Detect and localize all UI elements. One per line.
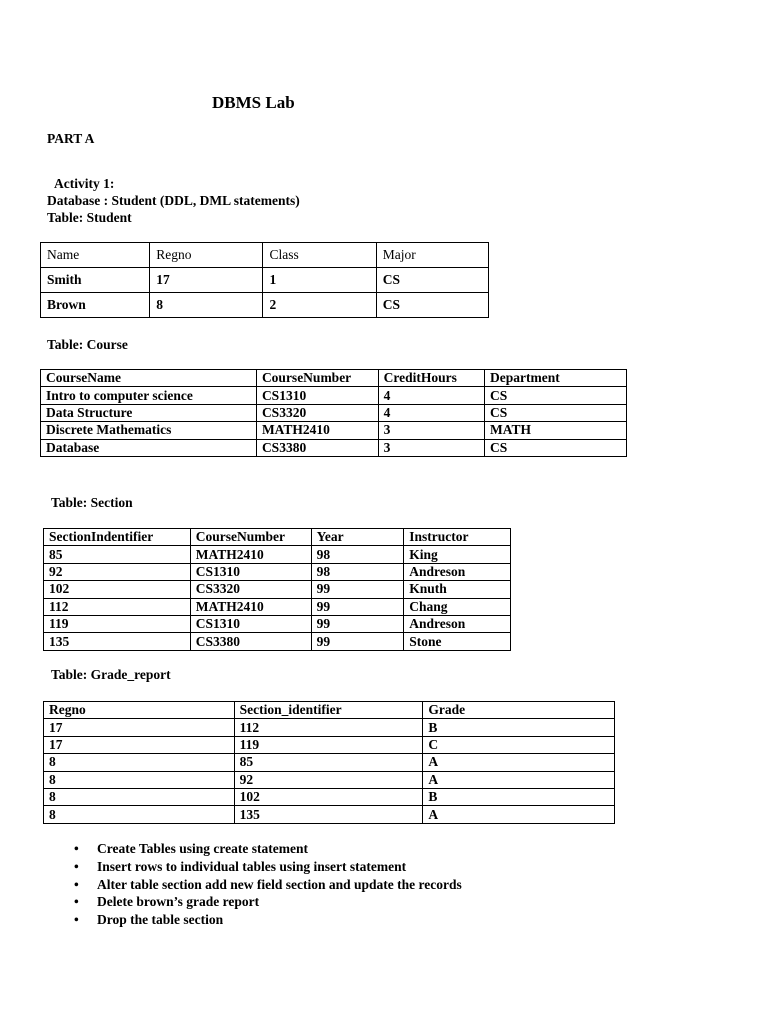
- table-cell: Knuth: [404, 581, 511, 598]
- table-cell: 17: [150, 268, 263, 293]
- table-student-label: Table: Student: [47, 210, 132, 225]
- table-cell: 1: [263, 268, 376, 293]
- table-row: [41, 268, 489, 293]
- list-item: [48, 911, 462, 929]
- table-cell: 4: [378, 404, 484, 421]
- table-cell: MATH2410: [256, 422, 378, 439]
- table-header-cell: Section_identifier: [234, 702, 423, 719]
- table-cell: A: [423, 806, 615, 823]
- table-cell: CS: [376, 268, 488, 293]
- table-cell: 112: [44, 598, 191, 615]
- table-cell: Data Structure: [41, 404, 257, 421]
- table-grade-label: Table: Grade_report: [51, 667, 171, 682]
- table-cell: 17: [44, 736, 235, 753]
- table-row: [41, 404, 627, 421]
- table-cell: CS: [485, 404, 627, 421]
- table-row: [44, 806, 615, 823]
- table-row: [41, 387, 627, 404]
- table-cell: CS1310: [190, 615, 311, 632]
- table-cell: 119: [44, 615, 191, 632]
- table-header-cell: Department: [485, 370, 627, 387]
- task-text: Drop the table section: [97, 912, 224, 928]
- table-cell: 99: [311, 598, 404, 615]
- table-cell: MATH2410: [190, 598, 311, 615]
- document-title: DBMS Lab: [212, 93, 295, 112]
- table-cell: Stone: [404, 633, 511, 650]
- table-cell: 8: [44, 754, 235, 771]
- table-cell: Intro to computer science: [41, 387, 257, 404]
- table-cell: 3: [378, 439, 484, 456]
- bullet-icon: •: [74, 912, 79, 928]
- table-cell: CS: [485, 387, 627, 404]
- table-row: [44, 754, 615, 771]
- table-header-cell: Instructor: [404, 529, 511, 546]
- task-text: Alter table section add new field section and update the records: [97, 876, 462, 892]
- table-cell: 135: [234, 806, 423, 823]
- table-cell: 8: [44, 771, 235, 788]
- table-cell: Discrete Mathematics: [41, 422, 257, 439]
- table-row: [44, 771, 615, 788]
- table-header-cell: Class: [263, 243, 376, 268]
- table-header-row: [44, 529, 511, 546]
- table-cell: A: [423, 754, 615, 771]
- table-cell: Database: [41, 439, 257, 456]
- table-cell: 8: [150, 293, 263, 318]
- list-item: [48, 876, 462, 894]
- table-cell: 99: [311, 581, 404, 598]
- table-row: [44, 546, 511, 563]
- table-cell: CS: [485, 439, 627, 456]
- list-item: [48, 858, 462, 876]
- bullet-icon: •: [74, 894, 79, 910]
- table-header-cell: CourseName: [41, 370, 257, 387]
- task-text: Delete brown’s grade report: [97, 894, 260, 910]
- task-text: Create Tables using create statement: [97, 841, 308, 856]
- part-heading: PART A: [47, 131, 95, 146]
- table-row: [44, 719, 615, 736]
- table-row: [44, 615, 511, 632]
- table-cell: CS3380: [190, 633, 311, 650]
- table-cell: 119: [234, 736, 423, 753]
- table-cell: 4: [378, 387, 484, 404]
- section-table: [43, 528, 511, 651]
- table-cell: Smith: [41, 268, 150, 293]
- table-header-row: [44, 702, 615, 719]
- table-cell: C: [423, 736, 615, 753]
- bullet-icon: •: [74, 858, 79, 874]
- table-cell: 17: [44, 719, 235, 736]
- table-header-cell: Year: [311, 529, 404, 546]
- table-header-cell: CreditHours: [378, 370, 484, 387]
- table-cell: 2: [263, 293, 376, 318]
- table-header-row: [41, 243, 489, 268]
- table-cell: 99: [311, 633, 404, 650]
- table-cell: B: [423, 719, 615, 736]
- table-row: [41, 422, 627, 439]
- table-cell: 8: [44, 806, 235, 823]
- table-cell: MATH: [485, 422, 627, 439]
- table-row: [44, 581, 511, 598]
- table-header-cell: Regno: [150, 243, 263, 268]
- table-cell: 102: [234, 788, 423, 805]
- table-header-cell: Name: [41, 243, 150, 268]
- list-item: [48, 893, 462, 911]
- table-cell: 92: [44, 563, 191, 580]
- table-cell: 98: [311, 546, 404, 563]
- table-row: [44, 563, 511, 580]
- list-item: [48, 840, 462, 858]
- table-cell: Andreson: [404, 563, 511, 580]
- table-row: [44, 633, 511, 650]
- table-header-cell: Grade: [423, 702, 615, 719]
- table-row: [41, 439, 627, 456]
- table-header-cell: Major: [376, 243, 488, 268]
- table-row: [44, 788, 615, 805]
- table-cell: Brown: [41, 293, 150, 318]
- bullet-icon: •: [74, 841, 79, 856]
- course-table: [40, 369, 627, 457]
- table-cell: 92: [234, 771, 423, 788]
- table-cell: 3: [378, 422, 484, 439]
- table-header-cell: SectionIndentifier: [44, 529, 191, 546]
- table-cell: 102: [44, 581, 191, 598]
- table-cell: CS3320: [256, 404, 378, 421]
- activity-heading: Activity 1:: [54, 176, 115, 191]
- table-cell: 85: [44, 546, 191, 563]
- table-cell: B: [423, 788, 615, 805]
- table-cell: King: [404, 546, 511, 563]
- bullet-icon: •: [74, 876, 79, 892]
- table-cell: 8: [44, 788, 235, 805]
- table-header-cell: Regno: [44, 702, 235, 719]
- table-cell: MATH2410: [190, 546, 311, 563]
- table-cell: 98: [311, 563, 404, 580]
- table-header-cell: CourseNumber: [190, 529, 311, 546]
- table-cell: 112: [234, 719, 423, 736]
- table-cell: A: [423, 771, 615, 788]
- table-header-cell: CourseNumber: [256, 370, 378, 387]
- table-cell: 135: [44, 633, 191, 650]
- table-course-label: Table: Course: [47, 337, 128, 352]
- table-cell: Chang: [404, 598, 511, 615]
- table-cell: Andreson: [404, 615, 511, 632]
- task-text: Insert rows to individual tables using insert statement: [97, 858, 407, 874]
- table-cell: CS3380: [256, 439, 378, 456]
- student-table: [40, 242, 489, 318]
- table-row: [41, 293, 489, 318]
- task-list: [48, 840, 462, 929]
- table-row: [44, 736, 615, 753]
- table-cell: 85: [234, 754, 423, 771]
- table-cell: CS: [376, 293, 488, 318]
- table-cell: CS1310: [190, 563, 311, 580]
- table-row: [44, 598, 511, 615]
- database-line: Database : Student (DDL, DML statements): [47, 193, 300, 208]
- table-cell: CS3320: [190, 581, 311, 598]
- table-cell: 99: [311, 615, 404, 632]
- table-cell: CS1310: [256, 387, 378, 404]
- table-section-label: Table: Section: [51, 495, 133, 510]
- grade-report-table: [43, 701, 615, 824]
- table-header-row: [41, 370, 627, 387]
